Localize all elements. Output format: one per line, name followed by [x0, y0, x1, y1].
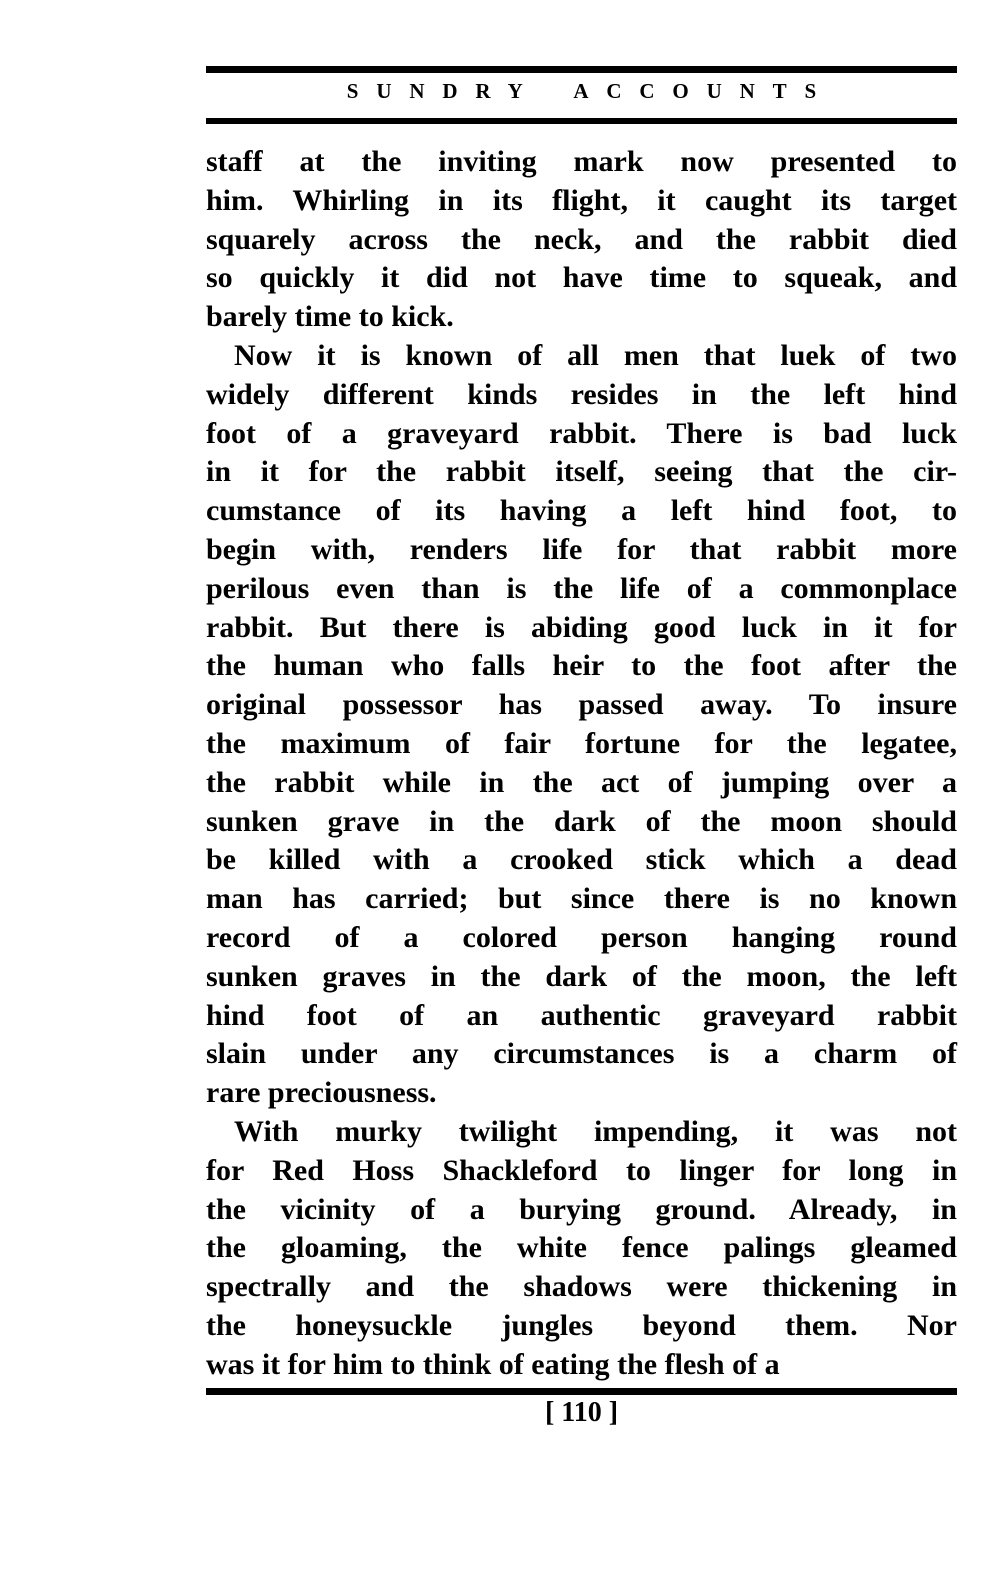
- text-line: foot of a graveyard rabbit. There is bad luck: [206, 416, 957, 450]
- text-line: man has carried; but since there is no known: [206, 882, 957, 916]
- text-line: squarely across the neck, and the rabbit died: [206, 222, 957, 256]
- text-line: rabbit. But there is abiding good luck in it for: [206, 610, 957, 644]
- text-line: was it for him to think of eating the flesh of a: [206, 1347, 780, 1381]
- text-line: Now it is known of all men that luek of two: [234, 338, 957, 372]
- text-line: sunken graves in the dark of the moon, the left: [206, 959, 957, 993]
- text-line: widely different kinds resides in the left hind: [206, 377, 957, 411]
- text-line: in it for the rabbit itself, seeing that the cir-: [206, 455, 957, 489]
- text-line: record of a colored person hanging round: [206, 920, 957, 954]
- text-line: be killed with a crooked stick which a dead: [206, 843, 957, 877]
- header-rule-bottom: [206, 118, 957, 124]
- text-line: the honeysuckle jungles beyond them. Nor: [206, 1308, 957, 1342]
- text-line: the maximum of fair fortune for the legatee,: [206, 726, 957, 760]
- running-head: SUNDRY ACCOUNTS: [346, 79, 835, 103]
- text-line: the gloaming, the white fence palings gleamed: [206, 1231, 957, 1265]
- text-line: the human who falls heir to the foot after the: [206, 649, 957, 683]
- text-block: [206, 143, 957, 1385]
- text-line: hind foot of an authentic graveyard rabbit: [206, 998, 957, 1032]
- text-line: staff at the inviting mark now presented to: [206, 145, 957, 178]
- text-line: cumstance of its having a left hind foot, to: [206, 494, 957, 528]
- text-line: the vicinity of a burying ground. Already, in: [206, 1192, 957, 1226]
- text-line: begin with, renders life for that rabbit more: [206, 532, 957, 566]
- text-line: barely time to kick.: [206, 300, 454, 334]
- text-line: him. Whirling in its flight, it caught its target: [206, 183, 957, 217]
- footer-rule: [206, 1388, 957, 1395]
- page-number: [ 110 ]: [544, 1397, 619, 1428]
- text-line: slain under any circumstances is a charm of: [206, 1037, 957, 1071]
- text-line: With murky twilight impending, it was not: [234, 1114, 957, 1148]
- text-line: original possessor has passed away. To insure: [206, 688, 957, 722]
- text-line: sunken grave in the dark of the moon should: [206, 804, 957, 838]
- header-rule-top: [206, 66, 957, 73]
- text-line: the rabbit while in the act of jumping over a: [206, 765, 957, 799]
- text-line: rare preciousness.: [206, 1076, 437, 1110]
- text-line: so quickly it did not have time to squeak, and: [206, 261, 957, 295]
- text-line: perilous even than is the life of a commonplace: [206, 571, 957, 605]
- text-line: spectrally and the shadows were thickening in: [206, 1270, 957, 1304]
- text-line: for Red Hoss Shackleford to linger for long in: [206, 1153, 957, 1187]
